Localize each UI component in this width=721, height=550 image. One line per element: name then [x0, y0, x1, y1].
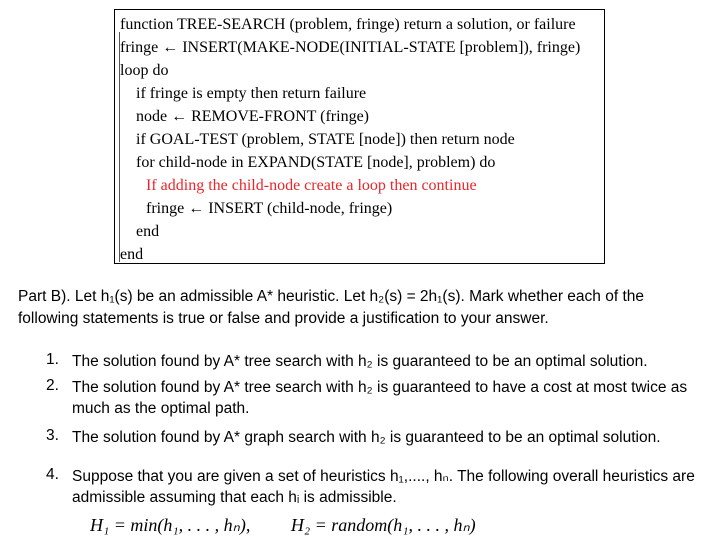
question-number: 2. [46, 377, 59, 394]
algorithm-box [114, 9, 605, 264]
algo-line-9: fringe ← INSERT (child-node, fringe) [146, 200, 393, 217]
question-text: Suppose that you are given a set of heuristics h₁,...., hₙ. The following overall heuristics are admissible assuming that each hᵢ is admissible. [72, 468, 695, 506]
heuristic-formulas [90, 515, 476, 536]
algo-line-2: fringe ← INSERT(MAKE-NODE(INITIAL-STATE [problem]), fringe) [120, 39, 581, 56]
algo-line-7: for child-node in EXPAND(STATE [node], problem) do [136, 154, 496, 171]
formula-h2-random: H₂ = random(h₁, . . . , hₙ) [290, 515, 476, 535]
question-number: 4. [46, 466, 59, 483]
part-b-intro: Part B). Let h₁(s) be an admissible A* heuristic. Let h₂(s) = 2h₁(s). Mark whether each of the following statements is true or false and provide a justification to your answer. [18, 288, 644, 327]
algo-line-1: function TREE-SEARCH (problem, fringe) return a solution, or failure [120, 16, 576, 33]
question-number: 3. [46, 427, 59, 444]
question-text: The solution found by A* tree search with h₂ is guaranteed to be an optimal solution. [72, 353, 648, 370]
algo-line-5: node ← REMOVE-FRONT (fringe) [136, 108, 370, 125]
formula-h1-min: H₁ = min(h₁, . . . , hₙ), [90, 515, 251, 535]
question-text: The solution found by A* tree search with h₂ is guaranteed to have a cost at most twice as much as the optimal path. [72, 379, 688, 417]
algo-line-6: if GOAL-TEST (problem, STATE [node]) then return node [136, 131, 515, 148]
algo-line-11: end [120, 246, 144, 263]
question-number: 1. [46, 351, 59, 368]
question-text: The solution found by A* graph search with h₂ is guaranteed to be an optimal solution. [72, 429, 661, 446]
algo-line-3: loop do [120, 62, 169, 79]
algo-line-8-red-loop-check: If adding the child-node create a loop then continue [146, 177, 477, 194]
algo-line-4: if fringe is empty then return failure [136, 85, 367, 102]
algo-line-10: end [136, 223, 160, 240]
